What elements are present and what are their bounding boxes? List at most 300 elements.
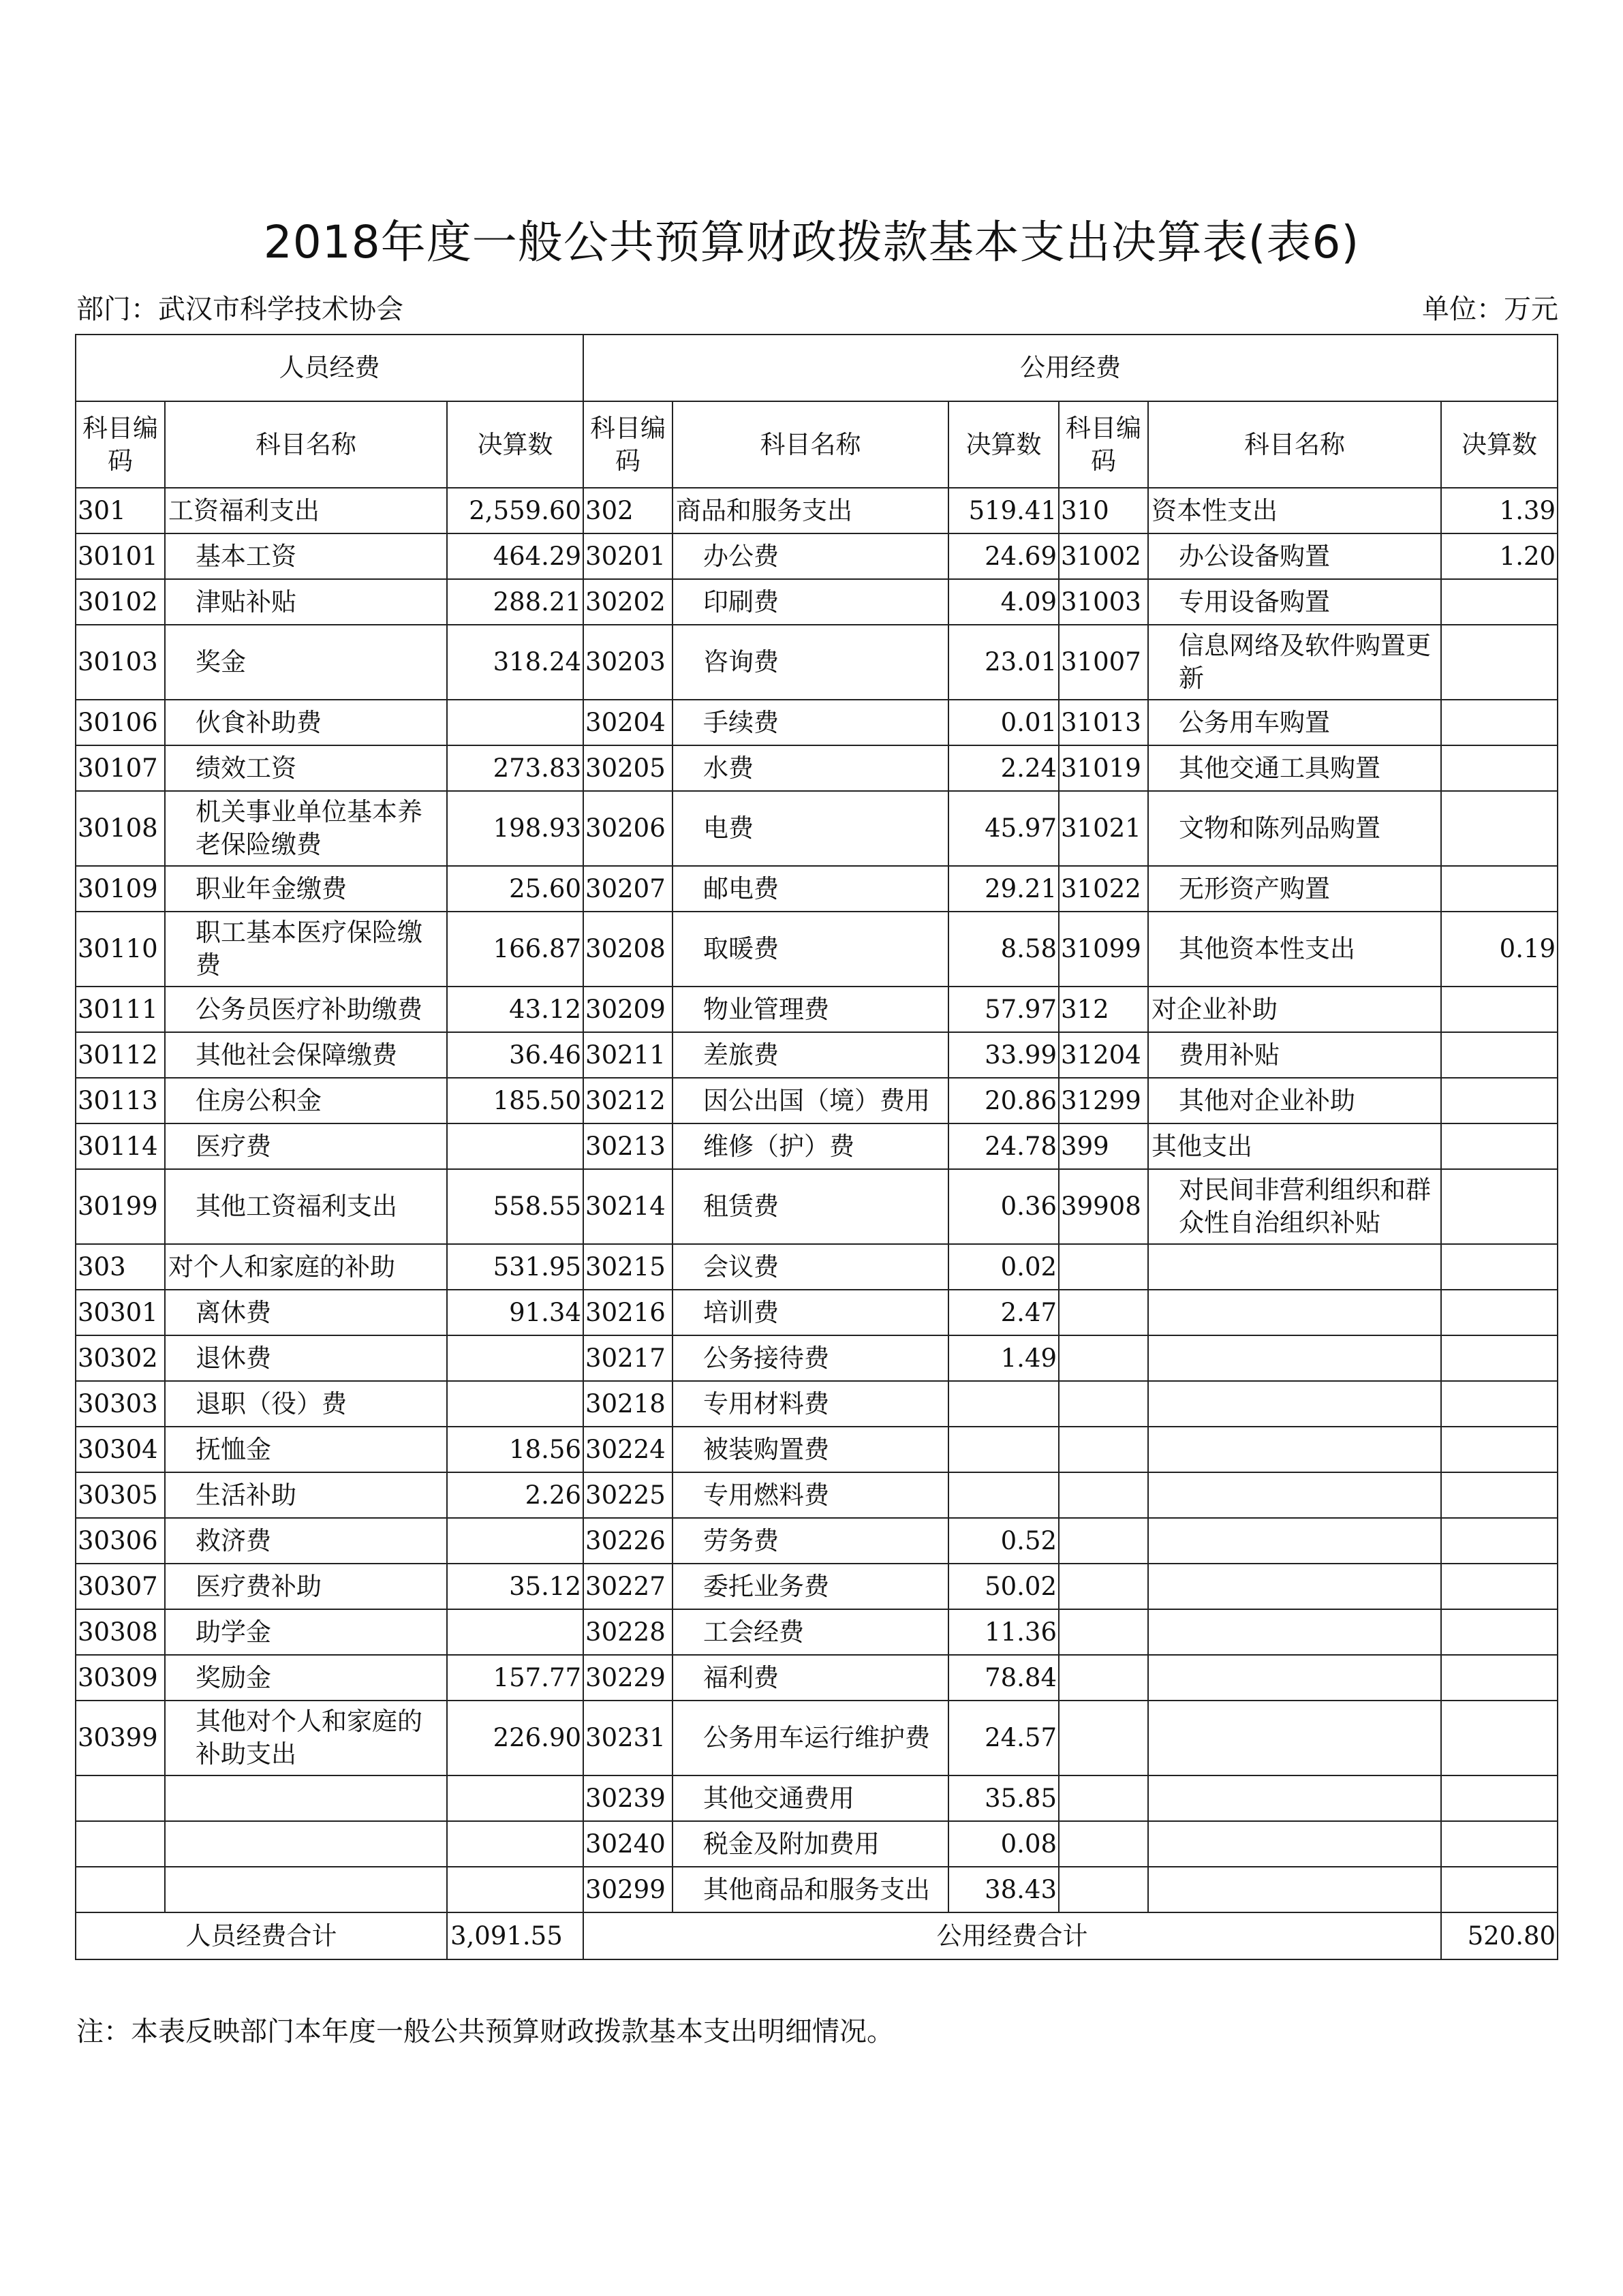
amount-cell: 0.01: [948, 700, 1059, 745]
header-name-1: 科目名称: [165, 401, 447, 488]
amount-cell: 198.93: [447, 791, 583, 866]
amount-cell: 0.36: [948, 1169, 1059, 1244]
amount-cell: 11.36: [948, 1609, 1059, 1655]
code-cell: 30111: [76, 987, 165, 1032]
amount-cell: 185.50: [447, 1078, 583, 1123]
name-cell: 其他交通工具购置: [1148, 745, 1441, 791]
code-cell: 31022: [1059, 866, 1148, 912]
code-cell: [1059, 1821, 1148, 1867]
name-cell: 办公费: [673, 533, 948, 579]
code-cell: 30309: [76, 1655, 165, 1701]
name-cell: 电费: [673, 791, 948, 866]
name-cell: 商品和服务支出: [673, 488, 948, 533]
code-cell: 30202: [583, 579, 673, 625]
header-amount-1: 决算数: [447, 401, 583, 488]
table-row: [76, 488, 1558, 533]
code-cell: 30303: [76, 1381, 165, 1427]
table-row: [76, 791, 1558, 866]
code-cell: 30211: [583, 1032, 673, 1078]
code-cell: [1059, 1244, 1148, 1290]
amount-cell: [447, 1609, 583, 1655]
table-row: [76, 1032, 1558, 1078]
table-row: [76, 1427, 1558, 1472]
name-cell: 救济费: [165, 1518, 447, 1564]
code-cell: 30302: [76, 1335, 165, 1381]
name-cell: 医疗费补助: [165, 1564, 447, 1609]
name-cell: 劳务费: [673, 1518, 948, 1564]
code-cell: 30206: [583, 791, 673, 866]
amount-cell: [1441, 866, 1558, 912]
name-cell: 奖励金: [165, 1655, 447, 1701]
name-cell: 取暖费: [673, 912, 948, 987]
amount-cell: 273.83: [447, 745, 583, 791]
amount-cell: 23.01: [948, 625, 1059, 700]
code-cell: 31003: [1059, 579, 1148, 625]
name-cell: [1148, 1609, 1441, 1655]
page-title: 2018年度一般公共预算财政拨款基本支出决算表(表6): [263, 216, 1360, 268]
amount-cell: 2.26: [447, 1472, 583, 1518]
name-cell: 机关事业单位基本养老保险缴费: [165, 791, 447, 866]
amount-cell: 1.39: [1441, 488, 1558, 533]
name-cell: 对企业补助: [1148, 987, 1441, 1032]
header-code-3: 科目编码: [1059, 401, 1148, 488]
amount-cell: [1441, 1335, 1558, 1381]
code-cell: 310: [1059, 488, 1148, 533]
amount-cell: [948, 1427, 1059, 1472]
code-cell: 30113: [76, 1078, 165, 1123]
amount-cell: [1441, 1244, 1558, 1290]
code-cell: 31021: [1059, 791, 1148, 866]
table-row: [76, 533, 1558, 579]
table-row: [76, 866, 1558, 912]
amount-cell: 33.99: [948, 1032, 1059, 1078]
code-cell: [1059, 1427, 1148, 1472]
amount-cell: [1441, 1290, 1558, 1335]
name-cell: 公务员医疗补助缴费: [165, 987, 447, 1032]
amount-cell: [948, 1381, 1059, 1427]
name-cell: [165, 1867, 447, 1912]
amount-cell: 531.95: [447, 1244, 583, 1290]
name-cell: 资本性支出: [1148, 488, 1441, 533]
name-cell: 公务用车运行维护费: [673, 1701, 948, 1775]
code-cell: 31013: [1059, 700, 1148, 745]
name-cell: 专用燃料费: [673, 1472, 948, 1518]
name-cell: 伙食补助费: [165, 700, 447, 745]
amount-cell: [1441, 1564, 1558, 1609]
amount-cell: 38.43: [948, 1867, 1059, 1912]
table-body: [76, 488, 1558, 1912]
amount-cell: [1441, 625, 1558, 700]
code-cell: 30199: [76, 1169, 165, 1244]
amount-cell: [1441, 1078, 1558, 1123]
code-cell: 30110: [76, 912, 165, 987]
name-cell: 公务接待费: [673, 1335, 948, 1381]
table-row: [76, 579, 1558, 625]
amount-cell: 157.77: [447, 1655, 583, 1701]
amount-cell: [1441, 987, 1558, 1032]
table-row: [76, 1518, 1558, 1564]
name-cell: 其他支出: [1148, 1123, 1441, 1169]
amount-cell: [1441, 579, 1558, 625]
name-cell: [1148, 1335, 1441, 1381]
code-cell: [1059, 1472, 1148, 1518]
table-row: [76, 1775, 1558, 1821]
code-cell: 30216: [583, 1290, 673, 1335]
name-cell: 助学金: [165, 1609, 447, 1655]
amount-cell: [1441, 1518, 1558, 1564]
name-cell: 物业管理费: [673, 987, 948, 1032]
code-cell: 303: [76, 1244, 165, 1290]
header-amount-3: 决算数: [1441, 401, 1558, 488]
amount-cell: [447, 1867, 583, 1912]
amount-cell: 36.46: [447, 1032, 583, 1078]
amount-cell: 226.90: [447, 1701, 583, 1775]
name-cell: 委托业务费: [673, 1564, 948, 1609]
code-cell: 30102: [76, 579, 165, 625]
name-cell: [1148, 1427, 1441, 1472]
code-cell: 30106: [76, 700, 165, 745]
amount-cell: 519.41: [948, 488, 1059, 533]
code-cell: [1059, 1701, 1148, 1775]
table-row: [76, 1244, 1558, 1290]
unit-label: 单位：万元: [1422, 294, 1558, 325]
name-cell: 维修（护）费: [673, 1123, 948, 1169]
table-row: [76, 1821, 1558, 1867]
code-cell: 30307: [76, 1564, 165, 1609]
header-name-2: 科目名称: [673, 401, 948, 488]
table-row: [76, 987, 1558, 1032]
amount-cell: 2.24: [948, 745, 1059, 791]
name-cell: 住房公积金: [165, 1078, 447, 1123]
name-cell: [165, 1821, 447, 1867]
amount-cell: [1441, 1609, 1558, 1655]
name-cell: 税金及附加费用: [673, 1821, 948, 1867]
name-cell: 无形资产购置: [1148, 866, 1441, 912]
amount-cell: 0.19: [1441, 912, 1558, 987]
amount-cell: 4.09: [948, 579, 1059, 625]
code-cell: 30308: [76, 1609, 165, 1655]
amount-cell: 35.12: [447, 1564, 583, 1609]
name-cell: 被装购置费: [673, 1427, 948, 1472]
code-cell: [76, 1867, 165, 1912]
amount-cell: [1441, 1775, 1558, 1821]
code-cell: 30231: [583, 1701, 673, 1775]
amount-cell: 166.87: [447, 912, 583, 987]
code-cell: 30224: [583, 1427, 673, 1472]
table-row: [76, 1564, 1558, 1609]
amount-cell: 0.52: [948, 1518, 1059, 1564]
name-cell: 因公出国（境）费用: [673, 1078, 948, 1123]
name-cell: 信息网络及软件购置更新: [1148, 625, 1441, 700]
name-cell: 对民间非营利组织和群众性自治组织补贴: [1148, 1169, 1441, 1244]
footnote: 注：本表反映部门本年度一般公共预算财政拨款基本支出明细情况。: [76, 2016, 894, 2047]
code-cell: 30201: [583, 533, 673, 579]
table-row: [76, 1169, 1558, 1244]
code-cell: [1059, 1335, 1148, 1381]
code-cell: 30205: [583, 745, 673, 791]
table-row: [76, 745, 1558, 791]
name-cell: 退休费: [165, 1335, 447, 1381]
amount-cell: 50.02: [948, 1564, 1059, 1609]
name-cell: [1148, 1290, 1441, 1335]
amount-cell: [1441, 791, 1558, 866]
code-cell: 30228: [583, 1609, 673, 1655]
amount-cell: 8.58: [948, 912, 1059, 987]
name-cell: 手续费: [673, 700, 948, 745]
code-cell: 30107: [76, 745, 165, 791]
code-cell: 312: [1059, 987, 1148, 1032]
code-cell: 30103: [76, 625, 165, 700]
code-cell: 30213: [583, 1123, 673, 1169]
code-cell: 30301: [76, 1290, 165, 1335]
code-cell: [1059, 1290, 1148, 1335]
code-cell: [1059, 1867, 1148, 1912]
code-cell: 30209: [583, 987, 673, 1032]
header-public: 公用经费: [583, 335, 1558, 401]
name-cell: 奖金: [165, 625, 447, 700]
name-cell: [1148, 1518, 1441, 1564]
code-cell: 30217: [583, 1335, 673, 1381]
amount-cell: [1441, 1821, 1558, 1867]
amount-cell: 464.29: [447, 533, 583, 579]
amount-cell: [948, 1472, 1059, 1518]
table-row: [76, 700, 1558, 745]
name-cell: 专用材料费: [673, 1381, 948, 1427]
name-cell: 公务用车购置: [1148, 700, 1441, 745]
code-cell: 30399: [76, 1701, 165, 1775]
amount-cell: [1441, 700, 1558, 745]
amount-cell: 24.78: [948, 1123, 1059, 1169]
name-cell: 职业年金缴费: [165, 866, 447, 912]
code-cell: 30114: [76, 1123, 165, 1169]
name-cell: 职工基本医疗保险缴费: [165, 912, 447, 987]
name-cell: 其他对个人和家庭的补助支出: [165, 1701, 447, 1775]
header-code-2: 科目编码: [583, 401, 673, 488]
amount-cell: 25.60: [447, 866, 583, 912]
name-cell: 培训费: [673, 1290, 948, 1335]
code-cell: 31019: [1059, 745, 1148, 791]
amount-cell: [1441, 745, 1558, 791]
name-cell: 津贴补贴: [165, 579, 447, 625]
code-cell: 30218: [583, 1381, 673, 1427]
amount-cell: 2.47: [948, 1290, 1059, 1335]
name-cell: 租赁费: [673, 1169, 948, 1244]
amount-cell: [1441, 1381, 1558, 1427]
code-cell: 30109: [76, 866, 165, 912]
name-cell: [1148, 1381, 1441, 1427]
code-cell: 399: [1059, 1123, 1148, 1169]
code-cell: [1059, 1775, 1148, 1821]
amount-cell: [1441, 1655, 1558, 1701]
table-row: [76, 1290, 1558, 1335]
amount-cell: 45.97: [948, 791, 1059, 866]
name-cell: 对个人和家庭的补助: [165, 1244, 447, 1290]
name-cell: 邮电费: [673, 866, 948, 912]
code-cell: 30215: [583, 1244, 673, 1290]
name-cell: 其他工资福利支出: [165, 1169, 447, 1244]
name-cell: [165, 1775, 447, 1821]
name-cell: 办公设备购置: [1148, 533, 1441, 579]
code-cell: 30227: [583, 1564, 673, 1609]
amount-cell: 0.02: [948, 1244, 1059, 1290]
name-cell: [1148, 1564, 1441, 1609]
name-cell: 其他商品和服务支出: [673, 1867, 948, 1912]
code-cell: 30229: [583, 1655, 673, 1701]
code-cell: [1059, 1564, 1148, 1609]
table-row: [76, 1078, 1558, 1123]
amount-cell: 1.20: [1441, 533, 1558, 579]
table-row: [76, 1472, 1558, 1518]
amount-cell: 78.84: [948, 1655, 1059, 1701]
amount-cell: [1441, 1169, 1558, 1244]
code-cell: 31002: [1059, 533, 1148, 579]
name-cell: 文物和陈列品购置: [1148, 791, 1441, 866]
table-row: [76, 625, 1558, 700]
public-total-label: 公用经费合计: [583, 1912, 1441, 1959]
name-cell: 其他社会保障缴费: [165, 1032, 447, 1078]
name-cell: [1148, 1655, 1441, 1701]
name-cell: 工资福利支出: [165, 488, 447, 533]
name-cell: 水费: [673, 745, 948, 791]
amount-cell: 24.69: [948, 533, 1059, 579]
code-cell: 301: [76, 488, 165, 533]
name-cell: [1148, 1775, 1441, 1821]
amount-cell: 318.24: [447, 625, 583, 700]
name-cell: 绩效工资: [165, 745, 447, 791]
amount-cell: 18.56: [447, 1427, 583, 1472]
table-row: [76, 1381, 1558, 1427]
table-row: [76, 1335, 1558, 1381]
amount-cell: [447, 1335, 583, 1381]
code-cell: 30212: [583, 1078, 673, 1123]
code-cell: [1059, 1381, 1148, 1427]
name-cell: 福利费: [673, 1655, 948, 1701]
code-cell: 30305: [76, 1472, 165, 1518]
amount-cell: 558.55: [447, 1169, 583, 1244]
code-cell: 30226: [583, 1518, 673, 1564]
code-cell: 30101: [76, 533, 165, 579]
code-cell: [1059, 1655, 1148, 1701]
table-row: [76, 1867, 1558, 1912]
name-cell: [1148, 1867, 1441, 1912]
amount-cell: [447, 1381, 583, 1427]
name-cell: 其他交通费用: [673, 1775, 948, 1821]
amount-cell: [1441, 1867, 1558, 1912]
table-row: [76, 912, 1558, 987]
code-cell: [76, 1775, 165, 1821]
code-cell: 30203: [583, 625, 673, 700]
code-cell: 30306: [76, 1518, 165, 1564]
code-cell: [76, 1821, 165, 1867]
name-cell: 离休费: [165, 1290, 447, 1335]
personnel-total-label: 人员经费合计: [76, 1912, 447, 1959]
code-cell: 30108: [76, 791, 165, 866]
amount-cell: [447, 1821, 583, 1867]
name-cell: 印刷费: [673, 579, 948, 625]
public-total-amount: 520.80: [1441, 1912, 1558, 1959]
code-cell: 31007: [1059, 625, 1148, 700]
name-cell: 抚恤金: [165, 1427, 447, 1472]
amount-cell: 2,559.60: [447, 488, 583, 533]
amount-cell: [1441, 1032, 1558, 1078]
name-cell: 其他资本性支出: [1148, 912, 1441, 987]
code-cell: 31099: [1059, 912, 1148, 987]
code-cell: 31299: [1059, 1078, 1148, 1123]
code-cell: 39908: [1059, 1169, 1148, 1244]
code-cell: 30208: [583, 912, 673, 987]
name-cell: 会议费: [673, 1244, 948, 1290]
code-cell: 30299: [583, 1867, 673, 1912]
name-cell: 其他对企业补助: [1148, 1078, 1441, 1123]
code-cell: 302: [583, 488, 673, 533]
amount-cell: [447, 1518, 583, 1564]
name-cell: 退职（役）费: [165, 1381, 447, 1427]
name-cell: 工会经费: [673, 1609, 948, 1655]
amount-cell: 24.57: [948, 1701, 1059, 1775]
amount-cell: 91.34: [447, 1290, 583, 1335]
amount-cell: [447, 1775, 583, 1821]
code-cell: 30112: [76, 1032, 165, 1078]
table-row: [76, 1609, 1558, 1655]
name-cell: [1148, 1821, 1441, 1867]
amount-cell: [447, 1123, 583, 1169]
amount-cell: [1441, 1472, 1558, 1518]
code-cell: 30304: [76, 1427, 165, 1472]
table-row: [76, 1701, 1558, 1775]
name-cell: [1148, 1701, 1441, 1775]
name-cell: 咨询费: [673, 625, 948, 700]
code-cell: 30225: [583, 1472, 673, 1518]
amount-cell: 35.85: [948, 1775, 1059, 1821]
name-cell: 生活补助: [165, 1472, 447, 1518]
amount-cell: [1441, 1427, 1558, 1472]
header-amount-2: 决算数: [948, 401, 1059, 488]
amount-cell: 43.12: [447, 987, 583, 1032]
name-cell: 费用补贴: [1148, 1032, 1441, 1078]
expenditure-table: [75, 334, 1558, 1960]
amount-cell: 288.21: [447, 579, 583, 625]
amount-cell: 1.49: [948, 1335, 1059, 1381]
code-cell: 30214: [583, 1169, 673, 1244]
table-row: [76, 1123, 1558, 1169]
name-cell: 专用设备购置: [1148, 579, 1441, 625]
code-cell: [1059, 1609, 1148, 1655]
header-name-3: 科目名称: [1148, 401, 1441, 488]
code-cell: 30239: [583, 1775, 673, 1821]
name-cell: 医疗费: [165, 1123, 447, 1169]
code-cell: [1059, 1518, 1148, 1564]
personnel-total-amount: 3,091.55: [447, 1912, 583, 1959]
amount-cell: [1441, 1123, 1558, 1169]
header-code-1: 科目编码: [76, 401, 165, 488]
table-row: [76, 1655, 1558, 1701]
name-cell: [1148, 1472, 1441, 1518]
amount-cell: 29.21: [948, 866, 1059, 912]
name-cell: 基本工资: [165, 533, 447, 579]
amount-cell: 0.08: [948, 1821, 1059, 1867]
department-label: 部门：武汉市科学技术协会: [76, 294, 403, 325]
code-cell: 31204: [1059, 1032, 1148, 1078]
amount-cell: [447, 700, 583, 745]
code-cell: 30207: [583, 866, 673, 912]
name-cell: 差旅费: [673, 1032, 948, 1078]
code-cell: 30240: [583, 1821, 673, 1867]
amount-cell: 20.86: [948, 1078, 1059, 1123]
name-cell: [1148, 1244, 1441, 1290]
amount-cell: [1441, 1701, 1558, 1775]
amount-cell: 57.97: [948, 987, 1059, 1032]
code-cell: 30204: [583, 700, 673, 745]
